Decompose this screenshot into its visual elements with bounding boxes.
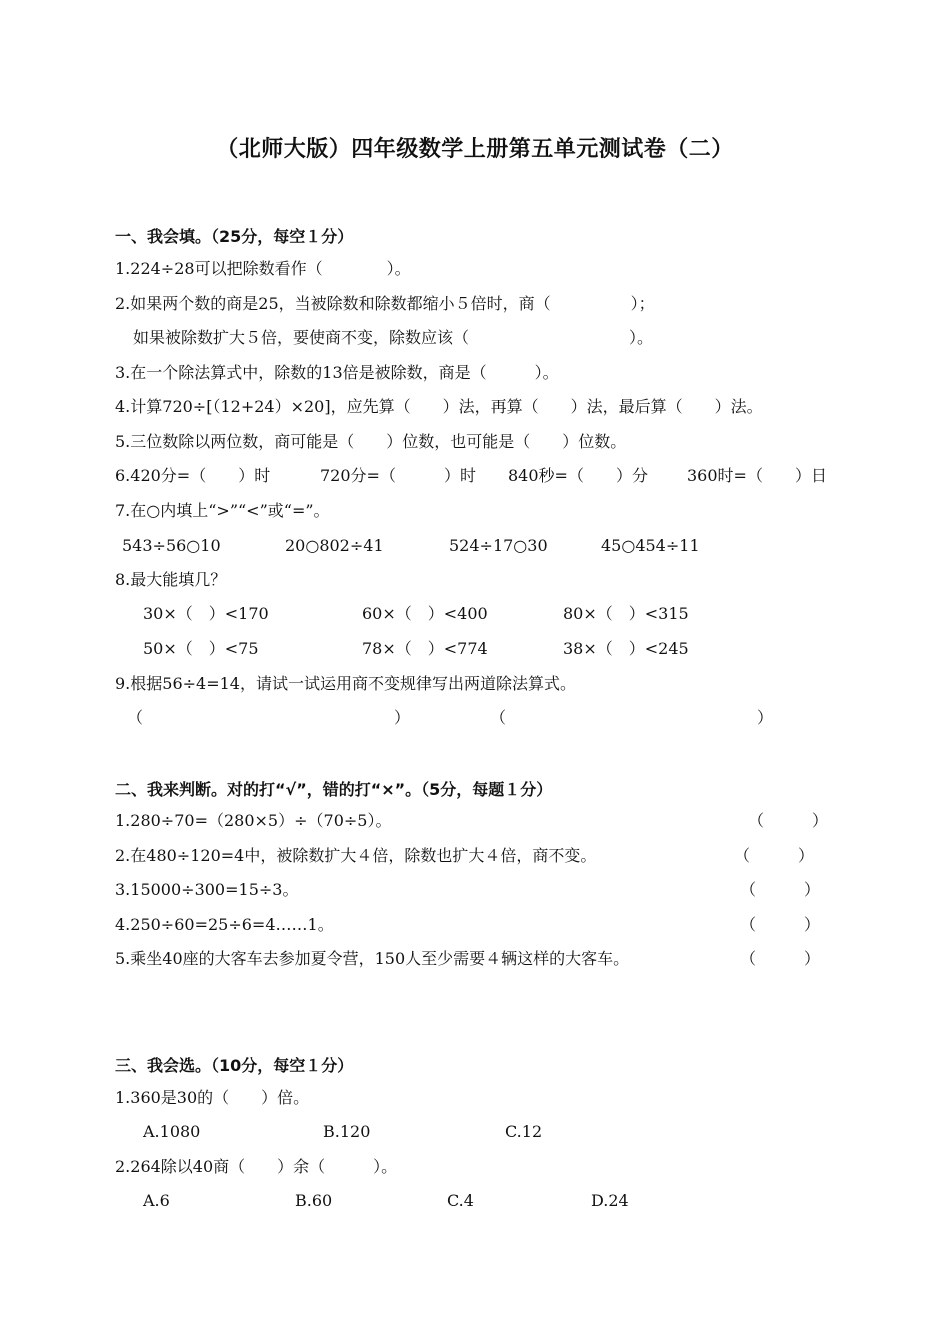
judge-item-2: 2.在480÷120=4中，被除数扩大４倍，除数也扩大４倍，商不变。 xyxy=(115,846,597,865)
question-1-7: 7.在○内填上“>”“<”或“=”。 xyxy=(115,501,330,520)
choice-2-option-c: C.4 xyxy=(447,1191,474,1210)
fill-item-1: 30×（ ）<170 xyxy=(143,604,269,623)
judge-bracket-2: （ ） xyxy=(734,846,815,865)
judge-item-4: 4.250÷60=25÷6=4……1。 xyxy=(115,915,334,934)
question-1-6-part-4: 360时=（ ）日 xyxy=(687,466,827,485)
question-1-2b: 如果被除数扩大５倍，要使商不变，除数应该（ ）。 xyxy=(133,328,654,347)
answer-bracket-close-1: ） xyxy=(394,708,411,727)
question-1-6-part-2: 720分=（ ）时 xyxy=(320,466,476,485)
question-1-5: 5.三位数除以两位数，商可能是（ ）位数，也可能是（ ）位数。 xyxy=(115,432,627,451)
section-1-heading: 一、我会填。（25分，每空１分） xyxy=(115,227,354,246)
compare-item-3: 524÷17○30 xyxy=(449,536,548,555)
question-1-9: 9.根据56÷4=14，请试一试运用商不变规律写出两道除法算式。 xyxy=(115,674,576,693)
choice-1-option-a: A.1080 xyxy=(143,1122,201,1141)
compare-item-2: 20○802÷41 xyxy=(285,536,384,555)
choice-question-2: 2.264除以40商（ ）余（ ）。 xyxy=(115,1157,398,1176)
fill-item-6: 38×（ ）<245 xyxy=(563,639,689,658)
judge-bracket-5: （ ） xyxy=(740,949,821,968)
fill-item-5: 78×（ ）<774 xyxy=(362,639,488,658)
choice-1-option-b: B.120 xyxy=(323,1122,371,1141)
fill-item-4: 50×（ ）<75 xyxy=(143,639,259,658)
section-3-heading: 三、我会选。（10分，每空１分） xyxy=(115,1056,354,1075)
judge-item-3: 3.15000÷300=15÷3。 xyxy=(115,880,299,899)
question-1-1: 1.224÷28可以把除数看作（ ）。 xyxy=(115,259,411,278)
question-1-6-part-3: 840秒=（ ）分 xyxy=(508,466,648,485)
choice-question-1: 1.360是30的（ ）倍。 xyxy=(115,1088,310,1107)
question-1-6-part-1: 6.420分=（ ）时 xyxy=(115,466,271,485)
choice-2-option-b: B.60 xyxy=(295,1191,333,1210)
question-1-2a: 2.如果两个数的商是25，当被除数和除数都缩小５倍时，商（ ）； xyxy=(115,294,655,313)
fill-item-3: 80×（ ）<315 xyxy=(563,604,689,623)
judge-bracket-3: （ ） xyxy=(740,880,821,899)
question-1-4: 4.计算720÷[（12+24）×20]，应先算（ ）法，再算（ ）法，最后算（ ）法。 xyxy=(115,397,763,416)
judge-bracket-1: （ ） xyxy=(748,811,829,830)
answer-bracket-close-2: ） xyxy=(757,708,774,727)
judge-item-5: 5.乘坐40座的大客车去参加夏令营，150人至少需要４辆这样的大客车。 xyxy=(115,949,630,968)
page-title: （北师大版）四年级数学上册第五单元测试卷（二） xyxy=(216,137,734,162)
section-2-heading: 二、我来判断。对的打“√”，错的打“×”。（5分，每题１分） xyxy=(115,780,553,799)
judge-item-1: 1.280÷70=（280×5）÷（70÷5）。 xyxy=(115,811,392,830)
answer-bracket-open-1: （ xyxy=(127,708,144,727)
question-1-8: 8.最大能填几？ xyxy=(115,570,227,589)
fill-item-2: 60×（ ）<400 xyxy=(362,604,488,623)
judge-bracket-4: （ ） xyxy=(740,915,821,934)
compare-item-4: 45○454÷11 xyxy=(601,536,700,555)
choice-2-option-d: D.24 xyxy=(591,1191,629,1210)
choice-1-option-c: C.12 xyxy=(505,1122,543,1141)
choice-2-option-a: A.6 xyxy=(143,1191,170,1210)
answer-bracket-open-2: （ xyxy=(490,708,507,727)
compare-item-1: 543÷56○10 xyxy=(122,536,221,555)
question-1-3: 3.在一个除法算式中，除数的13倍是被除数，商是（ ）。 xyxy=(115,363,559,382)
